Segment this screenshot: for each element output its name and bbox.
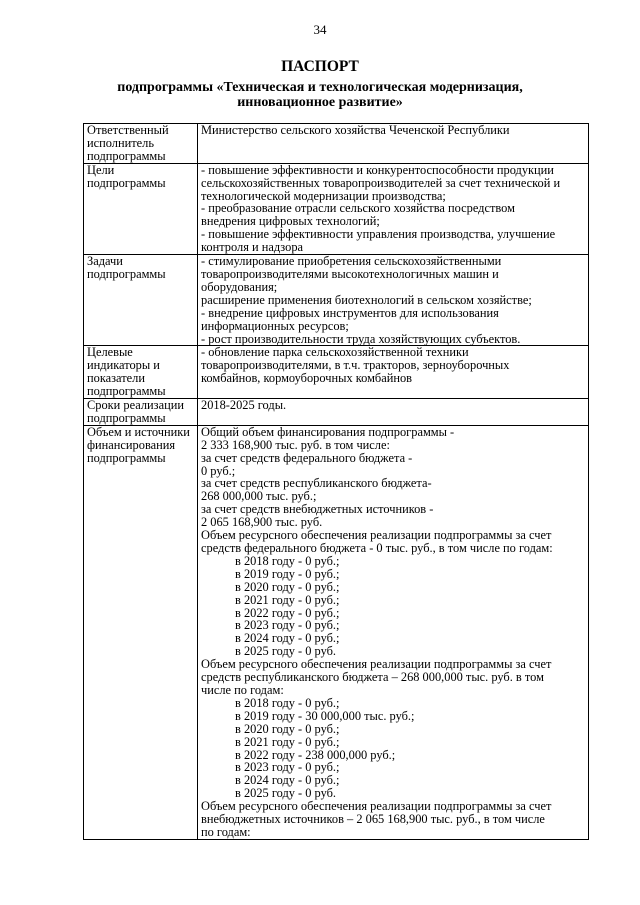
row-content-line: сельскохозяйственных товаропроизводителей за счет технической и xyxy=(201,175,561,190)
row-content-cell xyxy=(198,255,589,346)
row-content-line: Министерство сельского хозяйства Чеченской Республики xyxy=(201,123,510,137)
finance-intro-line: 2 333 168,900 тыс. руб. в том числе: xyxy=(201,437,390,452)
row-content-line: товаропроизводителями высокотехнологичных машин и xyxy=(201,266,499,281)
row-label-line: подпрограммы xyxy=(87,148,166,163)
row-content-line: внедрения цифровых технологий; xyxy=(201,214,380,229)
row-label-line: Сроки реализации xyxy=(87,398,184,413)
row-label-line: индикаторы и xyxy=(87,358,160,373)
row-label-line: Объем и источники xyxy=(87,424,190,439)
federal-year-line: в 2023 году - 0 руб.; xyxy=(235,618,340,633)
federal-header-line: средств федерального бюджета - 0 тыс. руб., в том числе по годам: xyxy=(201,541,553,555)
federal-header-line: Объем ресурсного обеспечения реализации подпрограммы за счет xyxy=(201,528,552,543)
republic-year-line: в 2025 году - 0 руб. xyxy=(235,786,337,801)
row-label-cell xyxy=(84,255,198,346)
row-content-line: расширение применения биотехнологий в сельском хозяйстве; xyxy=(201,292,532,307)
federal-year-line: в 2019 году - 0 руб.; xyxy=(235,566,340,581)
row-content-line: 2018-2025 годы. xyxy=(201,398,287,413)
offbudget-header-line: Объем ресурсного обеспечения реализации подпрограммы за счет xyxy=(201,799,552,814)
row-label-line: подпрограммы xyxy=(87,384,166,399)
federal-year-line: в 2024 году - 0 руб.; xyxy=(235,631,340,646)
republic-header-line: средств республиканского бюджета – 268 000,000 тыс. руб. в том xyxy=(201,670,544,685)
finance-intro-line: 2 065 168,900 тыс. руб. xyxy=(201,515,323,530)
row-label-cell xyxy=(84,124,198,164)
republic-header-line: числе по годам: xyxy=(201,682,284,697)
row-content-line: - рост производительности труда хозяйствующих субъектов. xyxy=(201,331,521,346)
finance-intro-line: 268 000,000 тыс. руб.; xyxy=(201,489,317,504)
row-label-line: подпрограммы xyxy=(87,266,166,281)
passport-row xyxy=(84,346,589,399)
passport-row xyxy=(84,399,589,426)
passport-row xyxy=(84,163,589,254)
page-number: 34 xyxy=(313,22,327,37)
row-content-cell xyxy=(198,163,589,254)
row-content-line: контроля и надзора xyxy=(201,240,304,255)
row-content-line: товаропроизводителями, в т.ч. тракторов, зерноуборочных xyxy=(201,358,510,373)
row-content-line: технологической модернизации производства; xyxy=(201,188,446,203)
document-title: ПАСПОРТ xyxy=(281,58,359,75)
republic-year-line: в 2019 году - 30 000,000 тыс. руб.; xyxy=(235,708,415,723)
row-label-line: подпрограммы xyxy=(87,410,166,425)
subtitle-line: подпрограммы «Техническая и технологическая модернизация, xyxy=(117,80,523,95)
republic-year-line: в 2020 году - 0 руб.; xyxy=(235,721,340,736)
subtitle-line: инновационное развитие» xyxy=(237,95,403,110)
row-content-cell xyxy=(198,399,589,426)
row-label-cell xyxy=(84,163,198,254)
finance-intro-line: за счет средств внебюджетных источников - xyxy=(201,502,434,517)
row-content-line: оборудования; xyxy=(201,279,278,294)
row-content-line: - повышение эффективности и конкурентоспособности продукции xyxy=(201,162,554,177)
row-label-line: Цели xyxy=(87,162,115,177)
row-content-line: - повышение эффективности управления производства, улучшение xyxy=(201,227,556,242)
finance-intro-line: за счет средств республиканского бюджета- xyxy=(201,476,432,491)
row-content-line: - преобразование отрасли сельского хозяйства посредством xyxy=(201,201,515,216)
republic-year-line: в 2018 году - 0 руб.; xyxy=(235,695,340,710)
passport-row-finance xyxy=(84,425,589,839)
finance-intro-line: 0 руб.; xyxy=(201,463,236,478)
row-label-cell xyxy=(84,346,198,399)
row-content-cell xyxy=(198,346,589,399)
republic-year-line: в 2023 году - 0 руб.; xyxy=(235,760,340,775)
row-label-line: показатели xyxy=(87,371,145,386)
row-label-line: исполнитель xyxy=(87,135,154,150)
row-label-line: финансирования xyxy=(87,437,176,452)
federal-year-line: в 2020 году - 0 руб.; xyxy=(235,579,340,594)
federal-year-line: в 2021 году - 0 руб.; xyxy=(235,592,340,607)
republic-year-line: в 2021 году - 0 руб.; xyxy=(235,734,340,749)
passport-row xyxy=(84,124,589,164)
row-content-line: - стимулирование приобретения сельскохозяйственными xyxy=(201,254,502,269)
row-content-line: - обновление парка сельскохозяйственной техники xyxy=(201,345,469,360)
row-label-line: Ответственный xyxy=(87,123,169,137)
republic-header-line: Объем ресурсного обеспечения реализации подпрограммы за счет xyxy=(201,657,552,672)
row-content-cell xyxy=(198,124,589,164)
row-content-line: комбайнов, кормоуборочных комбайнов xyxy=(201,371,413,386)
passport-row xyxy=(84,255,589,346)
row-label-line: подпрограммы xyxy=(87,175,166,190)
row-label-cell xyxy=(84,399,198,426)
republic-year-line: в 2024 году - 0 руб.; xyxy=(235,773,340,788)
row-content-line: - внедрение цифровых инструментов для использования xyxy=(201,305,499,320)
finance-intro-line: за счет средств федерального бюджета - xyxy=(201,450,413,465)
passport-table-body xyxy=(84,124,589,840)
row-content-line: информационных ресурсов; xyxy=(201,318,349,333)
federal-year-line: в 2022 году - 0 руб.; xyxy=(235,605,340,620)
row-label-cell xyxy=(84,425,198,839)
offbudget-header-line: по годам: xyxy=(201,824,251,839)
row-label-line: подпрограммы xyxy=(87,450,166,465)
row-label-line: Целевые xyxy=(87,345,133,360)
finance-intro-line: Общий объем финансирования подпрограммы - xyxy=(201,424,455,439)
row-content-cell xyxy=(198,425,589,839)
federal-year-line: в 2018 году - 0 руб.; xyxy=(235,553,340,568)
federal-year-line: в 2025 году - 0 руб. xyxy=(235,644,337,659)
document-subtitle xyxy=(80,80,560,110)
republic-year-line: в 2022 году - 238 000,000 руб.; xyxy=(235,747,396,762)
offbudget-header-line: внебюджетных источников – 2 065 168,900 тыс. руб., в том числе xyxy=(201,812,545,827)
passport-table xyxy=(83,123,589,840)
row-label-line: Задачи xyxy=(87,254,123,269)
